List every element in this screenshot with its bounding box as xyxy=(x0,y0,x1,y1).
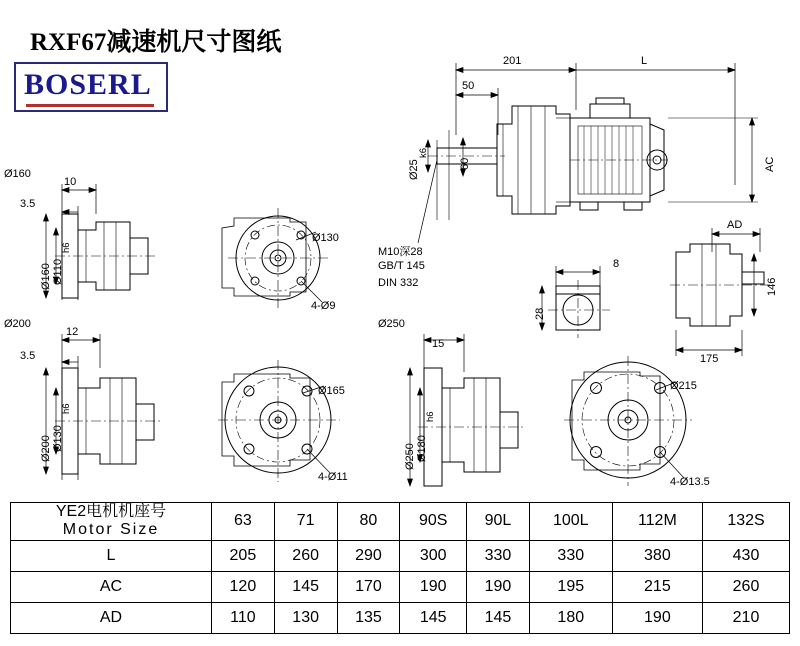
value-cell: 195 xyxy=(529,571,612,602)
dim-d200-left: Ø200 xyxy=(40,435,52,462)
dim-d160-left: Ø160 xyxy=(40,263,52,290)
dim-d25: Ø25 xyxy=(408,159,420,180)
value-cell: 290 xyxy=(337,540,400,571)
table-row xyxy=(11,571,790,602)
note-din: DIN 332 xyxy=(378,277,419,289)
table-row xyxy=(11,540,790,571)
value-cell: 190 xyxy=(467,571,530,602)
logo-text: BOSERL xyxy=(24,68,152,101)
table-header-line1: YE2电机机座号 xyxy=(55,503,167,520)
value-cell: 430 xyxy=(703,540,790,571)
row-label-AD: AD xyxy=(11,602,212,633)
value-cell: 180 xyxy=(529,602,612,633)
value-cell: 145 xyxy=(274,571,337,602)
dim-4xd11: 4-Ø11 xyxy=(318,471,348,483)
size-cell: 132S xyxy=(703,503,790,541)
dim-d250-top: Ø250 xyxy=(378,318,405,330)
dim-50: 50 xyxy=(462,80,475,92)
dim-d130: Ø130 xyxy=(312,232,339,244)
dim-d165: Ø165 xyxy=(318,385,345,397)
dim-d110: Ø110 xyxy=(52,258,64,285)
table-header-line2: Motor Size xyxy=(62,521,160,539)
size-cell: 90S xyxy=(400,503,467,541)
dim-d200-top: Ø200 xyxy=(4,318,31,330)
dim-12: 12 xyxy=(66,326,79,338)
note-m10: M10深28 xyxy=(378,246,423,258)
value-cell: 130 xyxy=(274,602,337,633)
dim-d160-top: Ø160 xyxy=(4,168,31,180)
dim-3-5b: 3.5 xyxy=(20,350,36,362)
value-cell: 380 xyxy=(612,540,702,571)
dim-201: 201 xyxy=(503,55,522,67)
value-cell: 205 xyxy=(212,540,275,571)
table-row xyxy=(11,602,790,633)
page-title: RXF67减速机尺寸图纸 xyxy=(30,29,282,56)
dim-15: 15 xyxy=(432,338,445,350)
dim-146: 146 xyxy=(766,277,778,296)
value-cell: 260 xyxy=(703,571,790,602)
dim-8: 8 xyxy=(613,258,620,270)
dim-4xd13-5: 4-Ø13.5 xyxy=(670,476,710,488)
dim-28: 28 xyxy=(534,307,546,320)
table-row xyxy=(11,503,790,541)
value-cell: 170 xyxy=(337,571,400,602)
dim-4xd9: 4-Ø9 xyxy=(311,300,336,312)
row-label-AC: AC xyxy=(11,571,212,602)
dim-d250-left: Ø250 xyxy=(404,443,416,470)
table-header-cell xyxy=(11,503,212,541)
dim-d110-tol: h6 xyxy=(61,242,72,253)
value-cell: 330 xyxy=(529,540,612,571)
dim-L: L xyxy=(641,55,648,67)
value-cell: 145 xyxy=(467,602,530,633)
size-cell: 71 xyxy=(274,503,337,541)
size-cell: 112M xyxy=(612,503,702,541)
size-cell: 90L xyxy=(467,503,530,541)
dim-d180: Ø180 xyxy=(416,435,428,462)
value-cell: 215 xyxy=(612,571,702,602)
value-cell: 120 xyxy=(212,571,275,602)
size-cell: 100L xyxy=(529,503,612,541)
dim-175: 175 xyxy=(700,353,719,365)
dim-d215: Ø215 xyxy=(670,380,697,392)
value-cell: 110 xyxy=(212,602,275,633)
dim-AD: AD xyxy=(727,219,743,231)
value-cell: 145 xyxy=(400,602,467,633)
value-cell: 135 xyxy=(337,602,400,633)
dim-d130b: Ø130 xyxy=(52,425,64,452)
dim-d180-tol: h6 xyxy=(425,411,436,422)
value-cell: 190 xyxy=(400,571,467,602)
dim-AC: AC xyxy=(764,156,776,172)
value-cell: 210 xyxy=(703,602,790,633)
dim-3-5: 3.5 xyxy=(20,198,36,210)
size-cell: 63 xyxy=(212,503,275,541)
motor-size-table xyxy=(10,502,790,634)
row-label-L: L xyxy=(11,540,212,571)
note-gbt: GB/T 145 xyxy=(378,260,425,272)
dim-d130b-tol: h6 xyxy=(61,403,72,414)
size-cell: 80 xyxy=(337,503,400,541)
value-cell: 260 xyxy=(274,540,337,571)
dim-d25-tol: k6 xyxy=(418,147,429,158)
dim-10: 10 xyxy=(64,176,77,188)
value-cell: 330 xyxy=(467,540,530,571)
value-cell: 300 xyxy=(400,540,467,571)
value-cell: 190 xyxy=(612,602,702,633)
dim-60: 60 xyxy=(459,157,471,170)
